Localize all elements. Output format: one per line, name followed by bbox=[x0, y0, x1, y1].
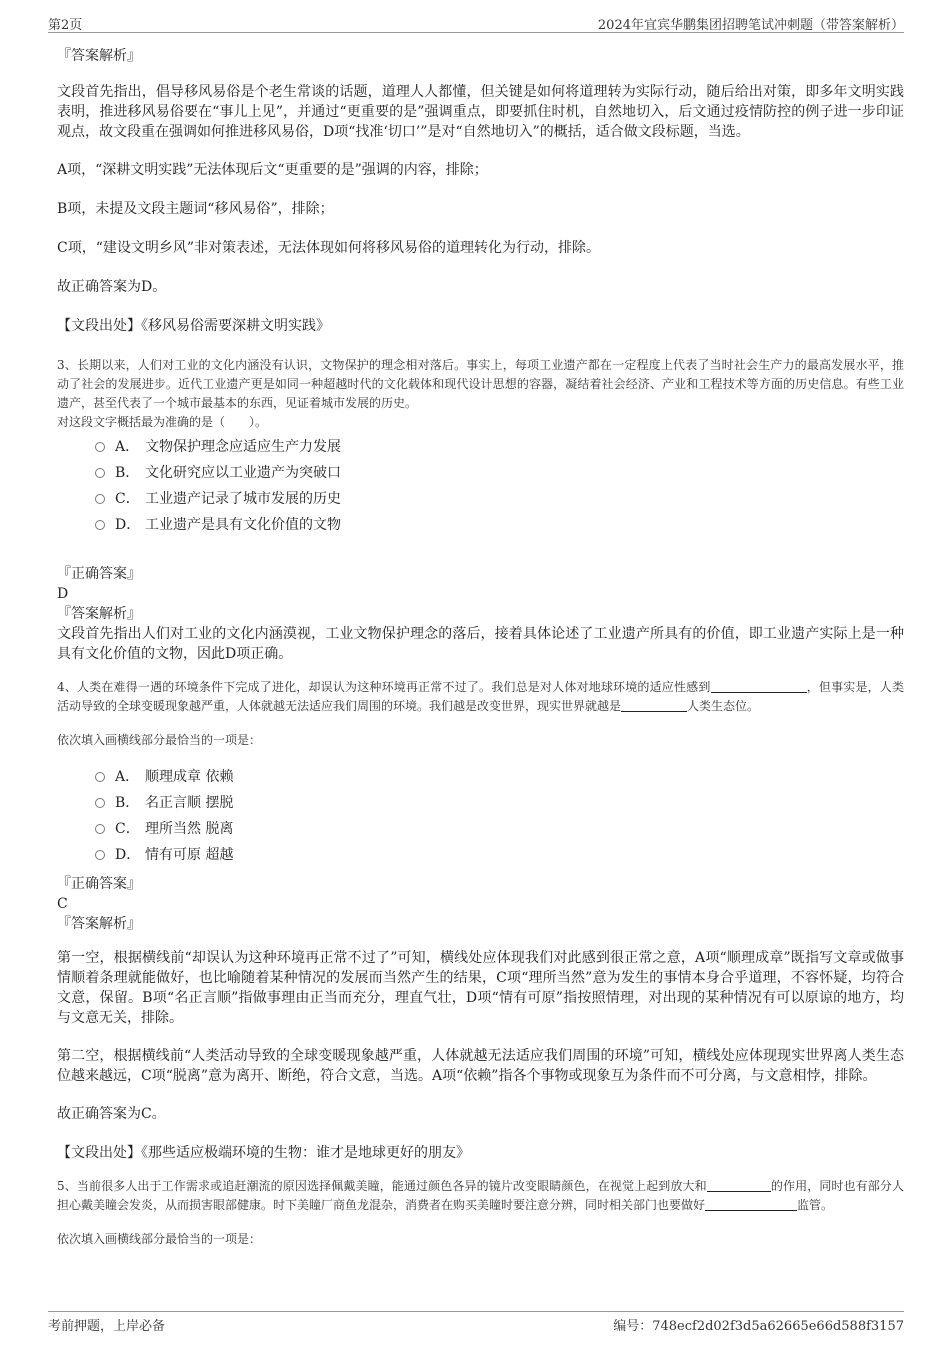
q4-stem bbox=[57, 678, 904, 716]
option-text: 情有可原 超越 bbox=[145, 847, 234, 863]
option-letter: C． bbox=[115, 491, 140, 507]
option-text: 顺理成章 依赖 bbox=[145, 769, 234, 785]
q3-option-c[interactable] bbox=[95, 486, 904, 512]
option-letter: A． bbox=[115, 439, 140, 455]
q4-stem-part1: 4、人类在难得一遇的环境条件下完成了进化，却误认为这种环境再正常不过了。我们总是对人体对地球环境的适应性感到 bbox=[57, 680, 711, 694]
radio-icon[interactable] bbox=[95, 850, 105, 860]
q4-analysis-para2: 第二空，根据横线前“人类活动导致的全球变暖现象越严重，人体就越无法适应我们周围的环境”可知，横线处应体现现实世界离人类生态位越来越远，C项“脱离”意为离开、断绝，符合文意，当选。A项“依赖”指各个事物或现象互为条件而不可分离，与文意相悖，排除。 bbox=[57, 1048, 904, 1084]
q4-options bbox=[95, 764, 904, 868]
q4-source-title: 《那些适应极端环境的生物：谁才是地球更好的朋友》 bbox=[141, 1145, 470, 1161]
q5-stem-part3: 监管。 bbox=[797, 1198, 834, 1212]
q4-answer: C bbox=[57, 896, 68, 912]
q5-blank-2 bbox=[705, 1196, 797, 1211]
q4-answer-label: 『正确答案』 bbox=[57, 876, 141, 892]
q2-analysis-b: B项，未提及文段主题词“移风易俗”，排除； bbox=[57, 201, 334, 217]
q3-option-b[interactable] bbox=[95, 460, 904, 486]
q3-option-d[interactable] bbox=[95, 512, 904, 538]
q4-option-b[interactable] bbox=[95, 790, 904, 816]
radio-icon[interactable] bbox=[95, 442, 105, 452]
q3-stem: 3、长期以来，人们对工业的文化内涵没有认识，文物保护的理念相对落后。事实上，每项工业遗产都在一定程度上代表了当时社会生产力的最高发展水平，推动了社会的发展进步。近代工业遗产更是如同一种超越时代的文化载体和现代设计思想的容器，凝结着社会经济、产业和工程技术等方面的历史信息。有些工业遗产，甚至代表了一个城市最基本的东西，见证着城市发展的历史。 bbox=[57, 358, 904, 410]
radio-icon[interactable] bbox=[95, 798, 105, 808]
q4-blank-2 bbox=[621, 697, 687, 712]
q2-analysis: 文段首先指出，倡导移风易俗是个老生常谈的话题，道理人人都懂，但关键是如何将道理转为实际行动，随后给出对策，即多年文明实践表明，推进移风易俗要在“事儿上见”，并通过“更重要的是”强调重点，即要抓住时机，自然地切入，后文通过疫情防控的例子进一步印证观点，故文段重在强调如何推进移风易俗，D项“找准‘切口’”是对“自然地切入”的概括，适合做文段标题，当选。 bbox=[57, 84, 904, 140]
q5-stem bbox=[57, 1177, 904, 1215]
document-title: 2024年宜宾华鹏集团招聘笔试冲刺题（带答案解析） bbox=[597, 18, 904, 33]
q4-analysis-label: 『答案解析』 bbox=[57, 916, 141, 932]
q5-blank-1 bbox=[707, 1177, 771, 1192]
q2-source-label: 【文段出处】 bbox=[57, 318, 141, 334]
page-footer bbox=[48, 1311, 904, 1334]
q3-question: 对这段文字概括最为准确的是（ ）。 bbox=[57, 415, 268, 429]
radio-icon[interactable] bbox=[95, 772, 105, 782]
option-text: 理所当然 脱离 bbox=[145, 821, 234, 837]
q4-source bbox=[57, 1143, 904, 1163]
q2-source bbox=[57, 316, 904, 336]
q4-source-label: 【文段出处】 bbox=[57, 1145, 141, 1161]
q5-question: 依次填入画横线部分最恰当的一项是： bbox=[57, 1232, 262, 1246]
option-letter: A． bbox=[115, 769, 140, 785]
page-header bbox=[48, 12, 904, 33]
option-text: 文物保护理念应适应生产力发展 bbox=[145, 439, 341, 455]
q5-stem-part2: 的作用，同时也有部分人担心戴美瞳会发炎，从而损害眼部健康。时下美瞳厂商鱼龙混杂，消费者在购买美瞳时要注意分辨，同时相关部门也要做好 bbox=[57, 1179, 904, 1212]
q2-conclusion: 故正确答案为D。 bbox=[57, 279, 167, 295]
q4-conclusion: 故正确答案为C。 bbox=[57, 1106, 166, 1122]
q4-option-d[interactable] bbox=[95, 842, 904, 868]
option-text: 文化研究应以工业遗产为突破口 bbox=[145, 465, 341, 481]
q3-answer-label: 『正确答案』 bbox=[57, 566, 141, 582]
q4-question: 依次填入画横线部分最恰当的一项是： bbox=[57, 733, 262, 747]
footer-slogan: 考前押题，上岸必备 bbox=[48, 1319, 166, 1334]
q5-stem-part1: 5、当前很多人出于工作需求或追赶潮流的原因选择佩戴美瞳，能通过颜色各异的镜片改变眼睛颜色，在视觉上起到放大和 bbox=[57, 1179, 707, 1193]
q3-analysis-label: 『答案解析』 bbox=[57, 606, 141, 622]
q2-analysis-label: 『答案解析』 bbox=[57, 48, 141, 64]
radio-icon[interactable] bbox=[95, 824, 105, 834]
q4-option-c[interactable] bbox=[95, 816, 904, 842]
q2-source-title: 《移风易俗需要深耕文明实践》 bbox=[141, 318, 330, 334]
option-text: 工业遗产记录了城市发展的历史 bbox=[145, 491, 341, 507]
page-number: 第2页 bbox=[48, 18, 83, 33]
option-letter: C． bbox=[115, 821, 140, 837]
option-letter: D． bbox=[115, 517, 141, 533]
q3-options bbox=[95, 434, 904, 538]
option-text: 名正言顺 摆脱 bbox=[145, 795, 234, 811]
radio-icon[interactable] bbox=[95, 520, 105, 530]
q3-option-a[interactable] bbox=[95, 434, 904, 460]
option-text: 工业遗产是具有文化价值的文物 bbox=[145, 517, 341, 533]
option-letter: B． bbox=[115, 795, 140, 811]
page-content bbox=[57, 44, 904, 1249]
q4-blank-1 bbox=[711, 678, 807, 693]
q2-analysis-c: C项，“建设文明乡风”非对策表述，无法体现如何将移风易俗的道理转化为行动，排除。 bbox=[57, 240, 601, 256]
q4-option-a[interactable] bbox=[95, 764, 904, 790]
option-letter: D． bbox=[115, 847, 141, 863]
q4-stem-part3: 人类生态位。 bbox=[687, 699, 760, 713]
q2-analysis-a: A项，“深耕文明实践”无法体现后文“更重要的是”强调的内容，排除； bbox=[57, 162, 488, 178]
radio-icon[interactable] bbox=[95, 468, 105, 478]
q4-analysis-para1: 第一空，根据横线前“却误认为这种环境再正常不过了”可知，横线处应体现我们对此感到很正常之意，A项“顺理成章”既指写文章或做事情顺着条理就能做好，也比喻随着某种情况的发展而当然产生的结果，C项“理所当然”意为发生的事情本身合乎道理，不容怀疑，均符合文意，保留。B项“名正言顺”指做事理由正当而充分，理直气壮，D项“情有可原”指按照情理，对出现的某种情况有可以原谅的地方，均与文意无关，排除。 bbox=[57, 950, 904, 1026]
q4-stem-part2: ，但事实是，人类活动导致的全球变暖现象越严重，人体就越无法适应我们周围的环境。我们越是改变世界，现实世界就越是 bbox=[57, 680, 904, 713]
option-letter: B． bbox=[115, 465, 140, 481]
q3-answer: D bbox=[57, 586, 69, 602]
document-id: 编号：748ecf2d02f3d5a62665e66d588f3157 bbox=[613, 1319, 904, 1334]
q3-analysis: 文段首先指出人们对工业的文化内涵漠视，工业文物保护理念的落后，接着具体论述了工业遗产所具有的价值，即工业遗产实际上是一种具有文化价值的文物，因此D项正确。 bbox=[57, 626, 904, 662]
radio-icon[interactable] bbox=[95, 494, 105, 504]
